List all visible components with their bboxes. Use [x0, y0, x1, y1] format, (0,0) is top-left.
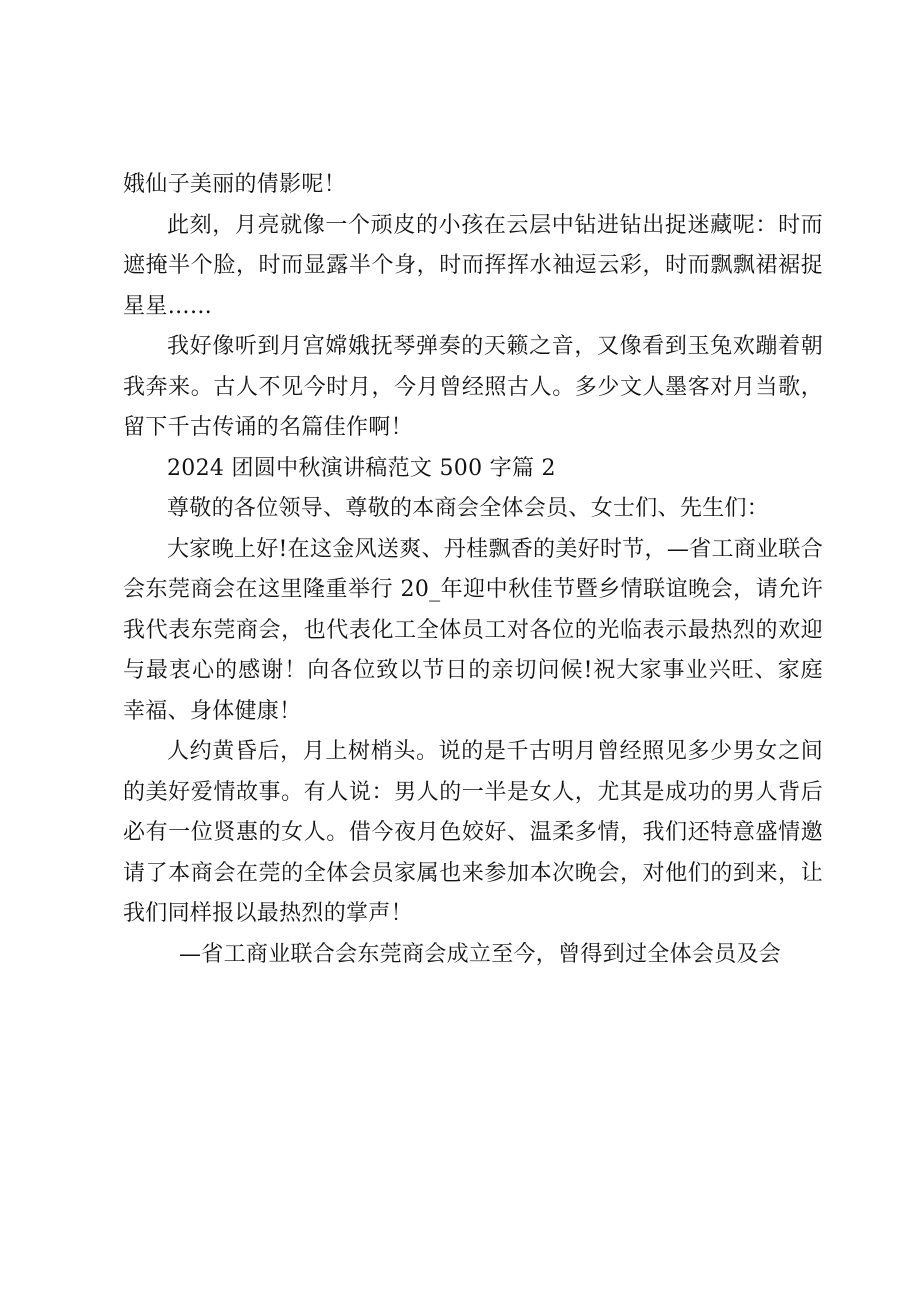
paragraph-family-invitation: 人约黄昏后，月上树梢头。说的是千古明月曾经照见多少男女之间的美好爱情故事。有人说：男人的一半是女人，尤其是成功的男人背后必有一位贤惠的女人。借今夜月色姣好、温柔多情，我们还特意盛情邀请了本商会在莞的全体会员家属也来参加本次晚会，对他们的到来，让我们同样报以最热烈的掌声！ [123, 739, 823, 926]
paragraph-salutation: 尊敬的各位领导、尊敬的本商会全体会员、女士们、先生们： [167, 496, 770, 521]
document-body [123, 165, 823, 975]
paragraph-chamber-history: —省工商业联合会东莞商会成立至今，曾得到过全体会员及会 [179, 941, 782, 967]
section-heading: 2024 团圆中秋演讲稿范文 500 字篇 2 [167, 455, 556, 481]
paragraph-continuation: 娥仙子美丽的倩影呢！ [123, 172, 347, 197]
paragraph-greeting: 大家晚上好!在这金风送爽、丹桂飘香的美好时节，—省工商业联合会东莞商会在这里隆重举行 20_年迎中秋佳节暨乡情联谊晚会，请允许我代表东莞商会，也代表化工全体员工对各位的光临表示最热烈的欢迎与最衷心的感谢！向各位致以节日的亲切问候!祝大家事业兴旺、家庭幸福、身体健康！ [123, 536, 823, 724]
paragraph-moon-palace: 我好像听到月宫嫦娥抚琴弹奏的天籁之音，又像看到玉兔欢蹦着朝我奔来。古人不见今时月，今月曾经照古人。多少文人墨客对月当歌，留下千古传诵的名篇佳作啊！ [123, 334, 823, 440]
paragraph-moon-hide-and-seek: 此刻，月亮就像一个顽皮的小孩在云层中钻进钻出捉迷藏呢：时而遮掩半个脸，时而显露半个身，时而挥挥水袖逗云彩，时而飘飘裙裾捉星星…… [123, 212, 823, 319]
